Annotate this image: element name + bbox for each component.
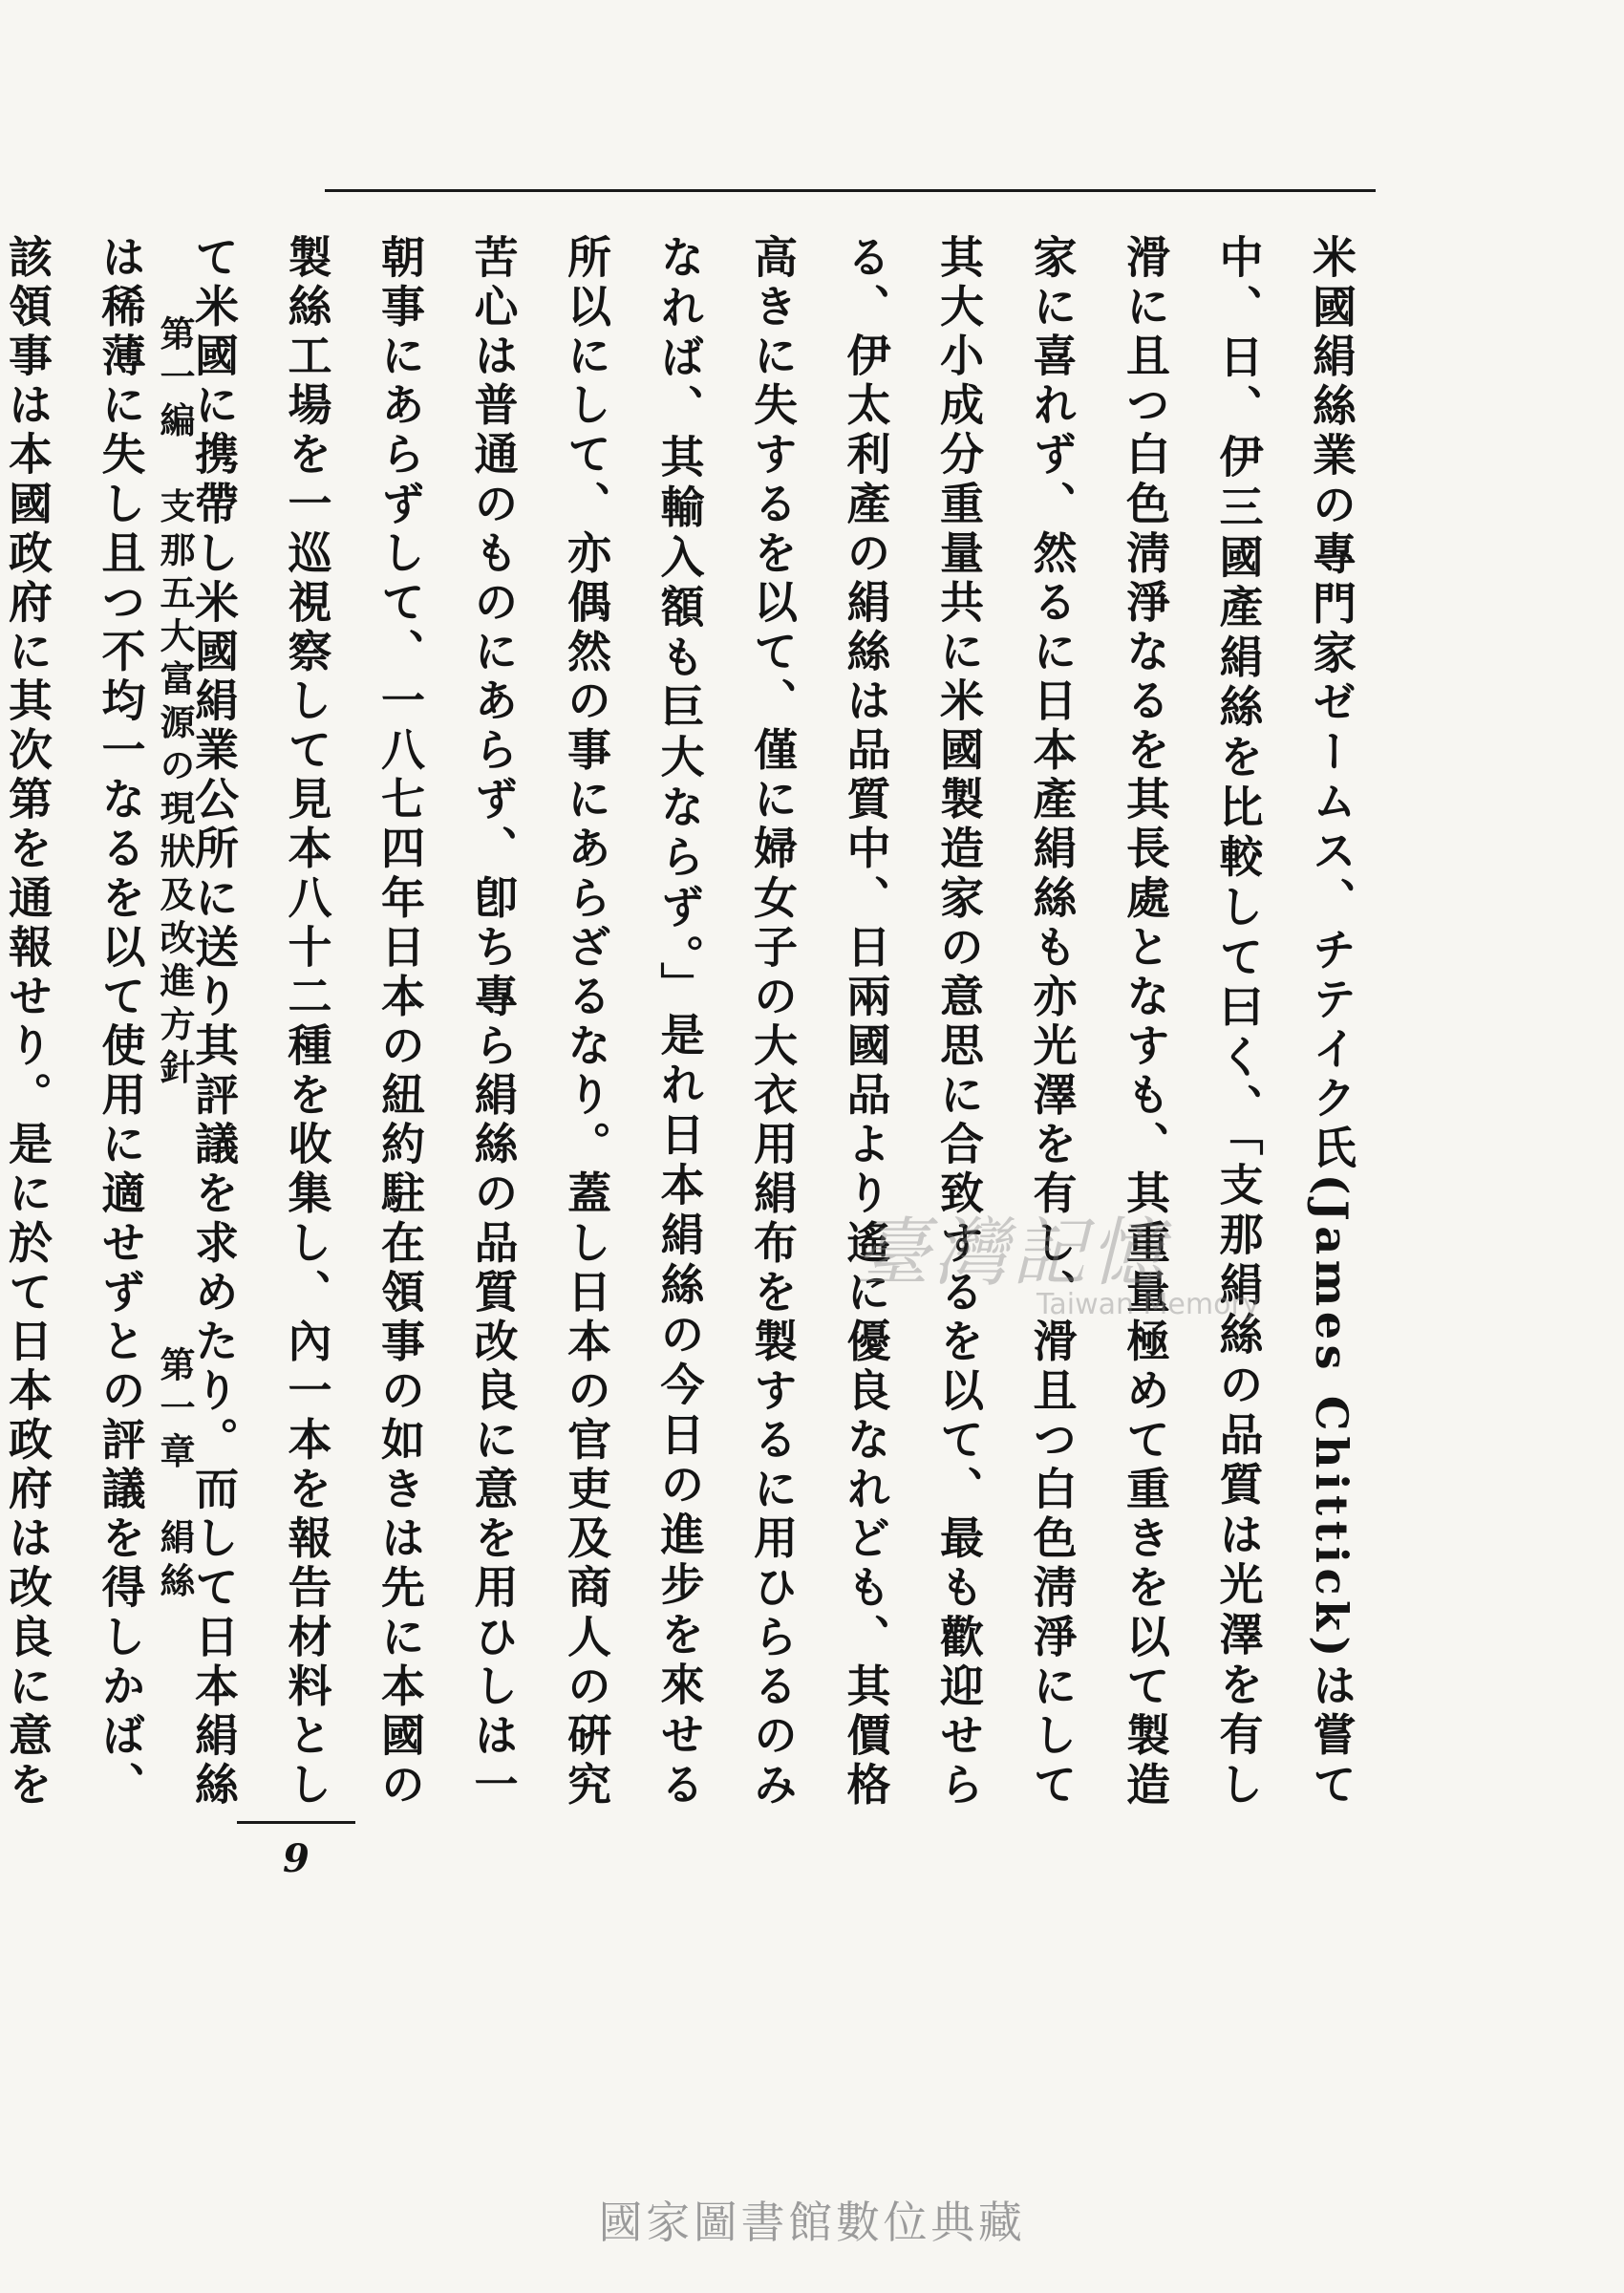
page-number: 9 <box>283 1836 310 1881</box>
watermark-chinese: 臺灣記憶 <box>855 1211 1168 1297</box>
running-header <box>153 315 201 1605</box>
top-rule <box>325 189 1376 192</box>
watermark-english: Taiwan Memory <box>1036 1288 1260 1321</box>
paragraph: 米國絹絲業の專門家ゼームス、チテイク氏(James Chittick)は嘗て中、日、伊三國產絹絲を比較して曰く、「支那絹絲の品質は光澤を有し滑に且つ白色淸淨なるを其長處となすも、其重量極めて重きを以て製造家に喜れず、然るに日本產絹絲も亦光澤を有し、滑且つ白色淸淨にして其大小成分重量共に米國製造家の意思に合致するを以て、最も歡迎せらる、伊太利產の絹絲は品質中、日兩國品より遙に優良なれども、其價格高きに失するを以て、僅に婦女子の大衣用絹布を製するに用ひらるのみなれば、其輸入額も巨大ならず。」是れ日本絹絲の今日の進步を來せる所以にして、亦偶然の事にあらざるなり。蓋し日本の官吏及商人の硏究苦心は普通のものにあらず、卽ち專ら絹絲の品質改良に意を用ひしは一朝事にあらずして、一八七四年日本の紐約駐在領事の如きは先に本國の製絲工場を一巡視察して見本八十二種を收集し、內一本を報告材料として米國に携帶し米國絹業公所に送り其評議を求めたり。而して日本絹絲は稀薄に失し且つ不均一なるを以て使用に適せずとの評議を得しかば、該領事は本國政府に其次第を通報せり。是に於て日本政府は改良に意を <box>2 234 1357 1811</box>
volume-title: 第一編 支那五大富源の現狀及改進方針 <box>154 315 196 1092</box>
chapter-title: 第一章 絹絲 <box>154 1346 196 1605</box>
library-credit: 國家圖書館數位典藏 <box>598 2197 1026 2248</box>
bottom-rule <box>237 1821 355 1824</box>
